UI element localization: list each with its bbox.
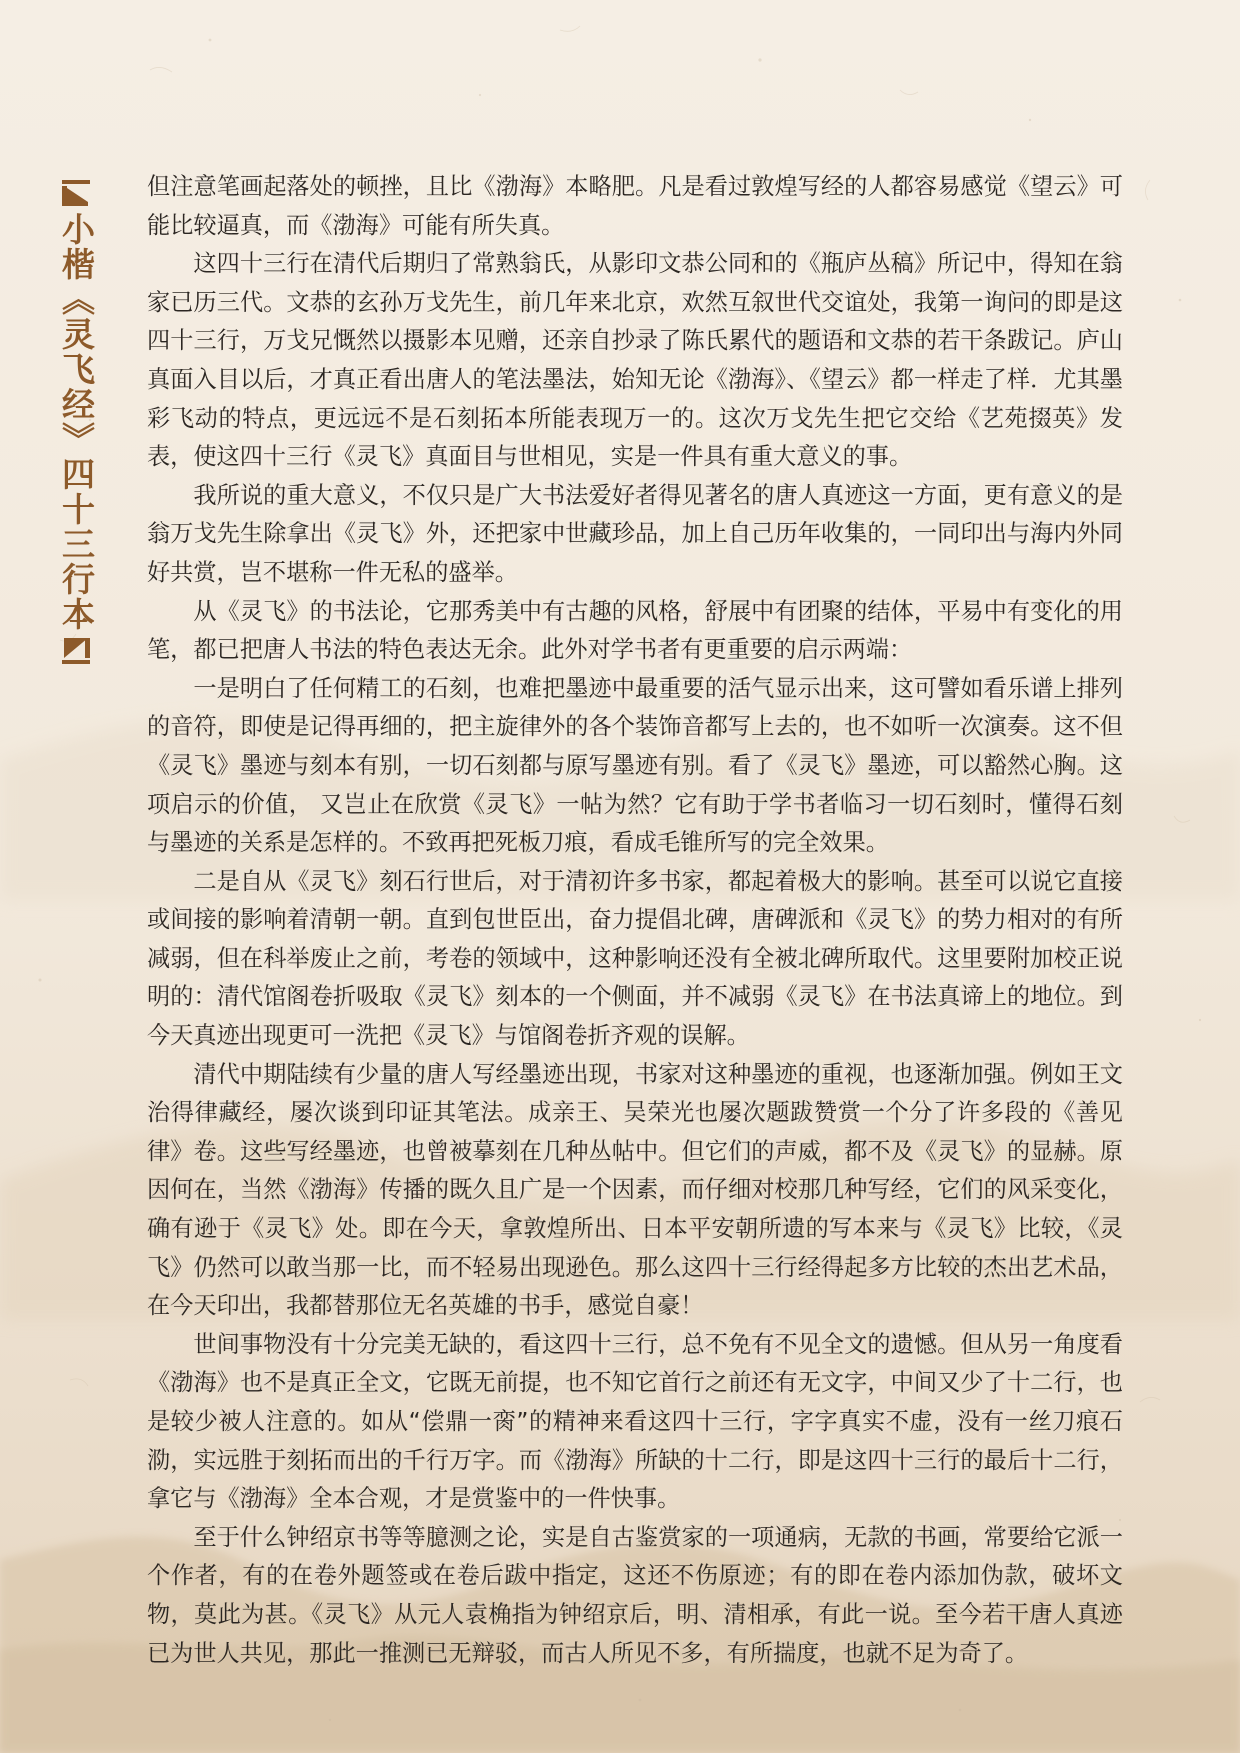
paragraph: 世间事物没有十分完美无缺的，看这四十三行，总不免有不见全文的遗憾。但从另一角度看《渤海》也不是真正全文，它既无前提，也不知它首行之前还有无文字，中间又少了十二行，也是较少被人注意的。如从“偿鼎一脔”的精神来看这四十三行，字字真实不虚，没有一丝刀痕石泐，实远胜于刻拓而出的千行万字。而《渤海》所缺的十二行，即是这四十三行的最后十二行，拿它与《渤海》全本合观，才是赏鉴中的一件快事。 <box>147 1330 1123 1513</box>
article-body <box>147 168 1123 1673</box>
paragraph: 一是明白了任何精工的石刻，也难把墨迹中最重要的活气显示出来，这可譬如看乐谱上排列的音符，即使是记得再细的，把主旋律外的各个装饰音都写上去的，也不如听一次演奏。这不但《灵飞》墨迹与刻本有别，一切石刻都与原写墨迹有别。看了《灵飞》墨迹，可以豁然心胸。这项启示的价值， 又岂止在欣赏《灵飞》一帖为然？它有助于学书者临习一切石刻时，懂得石刻与墨迹的关系是怎样的。不致再把死板刀痕，看成毛锥所写的完全效果。 <box>147 674 1123 857</box>
top-bracket-icon <box>60 180 92 206</box>
paragraph-continued: 但注意笔画起落处的顿挫，且比《渤海》本略肥。凡是看过敦煌写经的人都容易感觉《望云》可能比较逼真，而《渤海》可能有所失真。 <box>147 173 1123 239</box>
paragraph: 至于什么钟绍京书等等臆测之论，实是自古鉴赏家的一项通病，无款的书画，常要给它派一个作者，有的在卷外题签或在卷后跋中指定，这还不伤原迹；有的即在卷内添加伪款，破坏文物，莫此为甚。《灵飞》从元人袁桷指为钟绍京后，明、清相承，有此一说。至今若干唐人真迹已为世人共见，那此一推测已无辩驳，而古人所见不多，有所揣度，也就不足为奇了。 <box>147 1523 1123 1667</box>
paragraph: 从《灵飞》的书法论，它那秀美中有古趣的风格，舒展中有团聚的结体，平易中有变化的用笔，都已把唐人书法的特色表达无余。此外对学书者有更重要的启示两端： <box>147 597 1123 664</box>
paragraph: 清代中期陆续有少量的唐人写经墨迹出现，书家对这种墨迹的重视，也逐渐加强。例如王文治得律藏经，屡次谈到印证其笔法。成亲王、吴荣光也屡次题跋赞赏一个分了许多段的《善见律》卷。这些写经墨迹，也曾被摹刻在几种丛帖中。但它们的声威，都不及《灵飞》的显赫。原因何在，当然《渤海》传播的既久且广是一个因素，而仔细对校那几种写经，它们的风采变化，确有逊于《灵飞》处。即在今天，拿敦煌所出、日本平安朝所遗的写本来与《灵飞》比较，《灵飞》仍然可以敢当那一比，而不轻易出现逊色。那么这四十三行经得起多方比较的杰出艺术品，在今天印出，我都替那位无名英雄的书手，感觉自豪！ <box>147 1060 1123 1320</box>
sidebar-title <box>58 180 94 664</box>
bottom-bracket-icon <box>60 638 92 664</box>
sidebar-title-text: 小楷《灵飞经》四十三行本 <box>57 212 96 632</box>
paragraph: 这四十三行在清代后期归了常熟翁氏，从影印文恭公同和的《瓶庐丛稿》所记中，得知在翁家已历三代。文恭的玄孙万戈先生，前几年来北京，欢然互叙世代交谊处，我第一询问的即是这四十三行，万戈兄慨然以摄影本见赠，还亲自抄录了陈氏累代的题语和文恭的若干条跋记。庐山真面入目以后，才真正看出唐人的笔法墨法，始知无论《渤海》、《望云》都一样走了样．尤其墨彩飞动的特点，更远远不是石刻拓本所能表现万一的。这次万戈先生把它交给《艺苑掇英》发表，使这四十三行《灵飞》真面目与世相见，实是一件具有重大意义的事。 <box>147 250 1123 471</box>
paragraph: 我所说的重大意义，不仅只是广大书法爱好者得见著名的唐人真迹这一方面，更有意义的是翁万戈先生除拿出《灵飞》外，还把家中世藏珍品，加上自己历年收集的，一同印出与海内外同好共赏，岂不堪称一件无私的盛举。 <box>147 481 1123 586</box>
paragraph: 二是自从《灵飞》刻石行世后，对于清初许多书家，都起着极大的影响。甚至可以说它直接或间接的影响着清朝一朝。直到包世臣出，奋力提倡北碑，唐碑派和《灵飞》的势力相对的有所减弱，但在科举废止之前，考卷的领域中，这种影响还没有全被北碑所取代。这里要附加校正说明的：清代馆阁卷折吸取《灵飞》刻本的一个侧面，并不减弱《灵飞》在书法真谛上的地位。到今天真迹出现更可一洗把《灵飞》与馆阁卷折齐观的误解。 <box>147 867 1123 1050</box>
